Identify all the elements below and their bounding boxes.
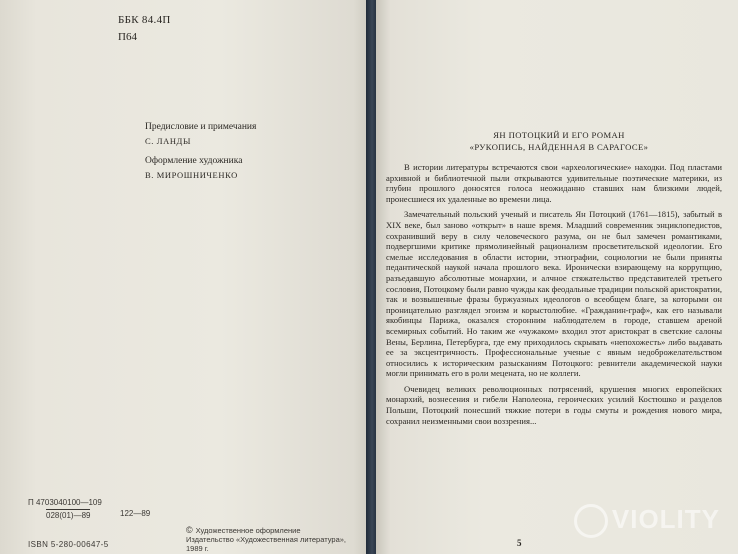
isbn: ISBN 5-280-00647-5 [28,540,109,549]
design-credit-name: В. МИРОШНИЧЕНКО [145,170,238,180]
paragraph: Очевидец великих революционных потрясений, крушения многих европейских монархий, вознесения и гибели Наполеона, героических усилий Костюшко и разделов Польши, Потоцкий понесший тяжкие потери в годы смуты и рождения нового мира, сохранил неизменными свои воззрения... [386,383,722,426]
violity-watermark [574,504,720,538]
biblio-index-line-2b: 122—89 [120,509,151,518]
biblio-index-line-1: П 4703040100—109 [28,498,102,507]
preface-credit-label: Предисловие и примечания [145,122,257,132]
copyright-notice [186,526,346,553]
chapter-heading-line-1: ЯН ПОТОЦКИЙ И ЕГО РОМАН [493,130,625,140]
chapter-body [386,162,722,431]
copyright-icon: © [186,525,193,535]
watermark-text: VIOLITY [611,503,720,534]
copyright-text: Художественное оформление Издательство «Художественная литература», 1989 г. [186,526,347,553]
preface-credit-name: С. ЛАНДЫ [145,136,191,146]
left-page [0,0,368,554]
design-credit-label: Оформление художника [145,156,243,166]
page-number: 5 [517,538,522,548]
biblio-index-line-2: 028(01)—89 [46,511,91,520]
author-mark: П64 [118,31,137,43]
chapter-heading-line-2: «РУКОПИСЬ, НАЙДЕННАЯ В САРАГОСЕ» [469,142,649,152]
watermark-logo-icon [574,504,608,538]
paragraph: Замечательный польский ученый и писатель Ян Потоцкий (1761—1815), забытый в XIX веке, был заново «открыт» в наше время. Младший современник энциклопедистов, сохранивший веру в силу человеческого разума, он не был замечен романтиками, подвергшими критике прямолинейный рационализм просветительской идеологии. Его смелые исследования в области истории, этнографии, социологии не были приняты педантической наукой начала прошлого века. Иронически взирающему на коррупцию, разъедавшую абсолютные монархии, и алчное стяжательство представителей третьего сословия, Потоцкому были равно чужды как феодальные традиции польской аристократии, так и возвышенные фразы буржуазных идеологов о всеобщем благе, за которыми он проницательно разглядел эгоизм и корыстолюбие. «Гражданин-граф», как его называли якобинцы Парижа, оказался сторонним наблюдателем в городе, ставшем ареной всемирных событий. Но таким же «чужаком» входил этот аристократ в светские салоны Вены, Берлина, Петербурга, где ему приходилось скрывать «непохожесть» либо выдавать ее за эксцентричность. Профессиональные ученые с явным недоброжелательством относились к историческим разысканиям Потоцкого: ревнители академической науки могли принимать его в роли мецената, но не коллеги. [386,209,722,379]
bbk-code: ББК 84.4П [118,14,171,26]
paragraph: В истории литературы встречаются свои «археологические» находки. Под пластами архивной и библиотечной пыли открываются удивительные поэтические материки, из глубин прошлого доносятся голоса неожиданно ставших нам близкими людей, пронесшиеся их удаленные во времени лица. [386,162,722,204]
